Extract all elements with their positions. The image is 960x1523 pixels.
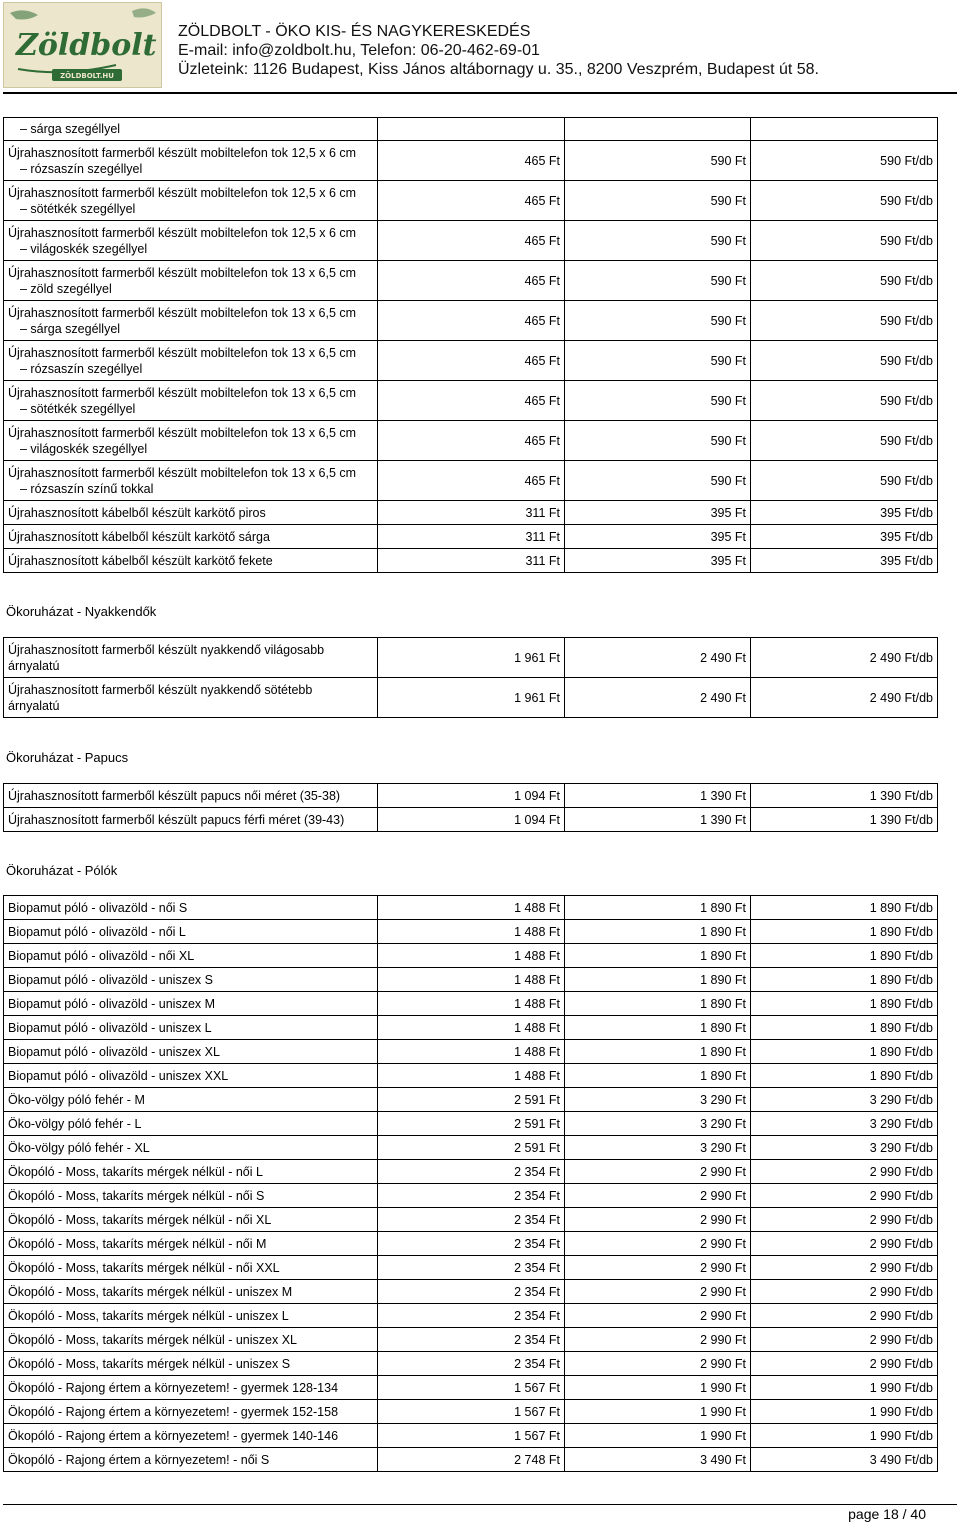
page-header	[0, 0, 960, 92]
product-name-line: árnyalatú	[8, 658, 60, 673]
table-row	[4, 968, 938, 992]
company-stores: Üzleteink: 1126 Budapest, Kiss János altábornagy u. 35., 8200 Veszprém, Budapest út 58.	[178, 61, 819, 78]
table-row	[4, 221, 938, 261]
product-name-line: Biopamut póló - olivazöld - női L	[8, 924, 186, 939]
unit-price-cell: 3 290 Ft/db	[751, 1136, 938, 1160]
net-price-cell: 465 Ft	[378, 141, 565, 181]
product-name-line: Újrahasznosított farmerből készült mobiltelefon tok 12,5 x 6 cm	[8, 225, 357, 240]
section-title-shirts: Ökoruházat - Pólók	[6, 863, 118, 878]
unit-price-cell: 590 Ft/db	[751, 421, 938, 461]
product-name-cell	[4, 1112, 378, 1136]
product-name-line: Öko-völgy póló fehér - M	[8, 1092, 145, 1107]
unit-price-cell: 590 Ft/db	[751, 261, 938, 301]
gross-price-cell: 1 990 Ft	[565, 1376, 751, 1400]
unit-price-cell: 1 890 Ft/db	[751, 1040, 938, 1064]
net-price-cell: 1 961 Ft	[378, 638, 565, 678]
net-price-cell: 1 961 Ft	[378, 678, 565, 718]
section-title-ties: Ökoruházat - Nyakkendők	[6, 604, 157, 619]
product-name-line: Újrahasznosított farmerből készült mobiltelefon tok 13 x 6,5 cm	[8, 385, 357, 400]
unit-price-cell: 3 290 Ft/db	[751, 1112, 938, 1136]
table-row	[4, 1424, 938, 1448]
table-row	[4, 341, 938, 381]
shirts-price-table	[3, 895, 938, 1472]
unit-price-cell: 590 Ft/db	[751, 461, 938, 501]
slippers-price-table	[3, 783, 938, 832]
net-price-cell: 2 591 Ft	[378, 1136, 565, 1160]
unit-price-cell: 2 990 Ft/db	[751, 1232, 938, 1256]
product-name-cell	[4, 784, 378, 808]
gross-price-cell: 1 990 Ft	[565, 1400, 751, 1424]
company-name: ZÖLDBOLT - ÖKO KIS- ÉS NAGYKERESKEDÉS	[178, 23, 531, 40]
gross-price-cell: 1 890 Ft	[565, 968, 751, 992]
product-name-cell	[4, 944, 378, 968]
product-name-line: Biopamut póló - olivazöld - uniszex S	[8, 972, 213, 987]
gross-price-cell: 1 890 Ft	[565, 1016, 751, 1040]
page-number: page 18 / 40	[848, 1506, 926, 1522]
table-row	[4, 920, 938, 944]
phone-case-price-table	[3, 117, 938, 573]
net-price-cell: 2 354 Ft	[378, 1256, 565, 1280]
product-name-line: Biopamut póló - olivazöld - női XL	[8, 948, 195, 963]
logo-subtext: ZÖLDBOLT.HU	[60, 72, 114, 80]
unit-price-cell: 1 890 Ft/db	[751, 896, 938, 920]
product-name-line: Újrahasznosított farmerből készült nyakkendő sötétebb	[8, 682, 313, 697]
net-price-cell: 1 567 Ft	[378, 1376, 565, 1400]
table-row	[4, 678, 938, 718]
table-row	[4, 1232, 938, 1256]
product-name-cell	[4, 808, 378, 832]
product-name-line: Ökopóló - Moss, takaríts mérgek nélkül - női L	[8, 1164, 263, 1179]
product-name-line: Újrahasznosított farmerből készült mobiltelefon tok 13 x 6,5 cm	[8, 425, 357, 440]
unit-price-cell: 2 990 Ft/db	[751, 1160, 938, 1184]
gross-price-cell: 395 Ft	[565, 549, 751, 573]
net-price-cell: 465 Ft	[378, 301, 565, 341]
product-name-cell	[4, 1088, 378, 1112]
gross-price-cell: 3 290 Ft	[565, 1088, 751, 1112]
unit-price-cell: 1 990 Ft/db	[751, 1400, 938, 1424]
product-name-line: – világoskék szegéllyel	[20, 441, 148, 456]
product-name-line: Ökopóló - Rajong értem a környezetem! - gyermek 128-134	[8, 1380, 339, 1395]
unit-price-cell: 590 Ft/db	[751, 381, 938, 421]
unit-price-cell: 1 990 Ft/db	[751, 1376, 938, 1400]
gross-price-cell: 2 990 Ft	[565, 1208, 751, 1232]
table-row	[4, 1016, 938, 1040]
product-name-cell	[4, 1184, 378, 1208]
product-name-line: Ökopóló - Rajong értem a környezetem! - női S	[8, 1452, 270, 1467]
unit-price-cell: 1 890 Ft/db	[751, 968, 938, 992]
product-name-line: Biopamut póló - olivazöld - uniszex L	[8, 1020, 212, 1035]
table-row	[4, 1448, 938, 1472]
table-row	[4, 549, 938, 573]
gross-price-cell	[565, 118, 751, 141]
product-name-line: Újrahasznosított farmerből készült nyakkendő világosabb	[8, 642, 325, 657]
net-price-cell: 2 591 Ft	[378, 1088, 565, 1112]
gross-price-cell: 1 890 Ft	[565, 1040, 751, 1064]
unit-price-cell: 395 Ft/db	[751, 501, 938, 525]
unit-price-cell: 2 990 Ft/db	[751, 1256, 938, 1280]
table-row	[4, 261, 938, 301]
gross-price-cell: 590 Ft	[565, 301, 751, 341]
product-name-cell	[4, 1136, 378, 1160]
net-price-cell: 2 354 Ft	[378, 1280, 565, 1304]
product-name-line: Ökopóló - Rajong értem a környezetem! - gyermek 152-158	[8, 1404, 339, 1419]
product-name-line: Újrahasznosított farmerből készült papucs férfi méret (39-43)	[8, 812, 345, 827]
net-price-cell: 1 488 Ft	[378, 1064, 565, 1088]
product-name-cell	[4, 421, 378, 461]
product-name-line: – rózsaszín szegéllyel	[20, 361, 143, 376]
table-row	[4, 525, 938, 549]
net-price-cell: 465 Ft	[378, 341, 565, 381]
gross-price-cell: 2 990 Ft	[565, 1256, 751, 1280]
product-name-cell	[4, 549, 378, 573]
product-name-line: – világoskék szegéllyel	[20, 241, 148, 256]
product-name-cell	[4, 181, 378, 221]
product-name-cell	[4, 1328, 378, 1352]
table-row	[4, 118, 938, 141]
table-row	[4, 1184, 938, 1208]
gross-price-cell: 2 990 Ft	[565, 1328, 751, 1352]
product-name-line: – sárga szegéllyel	[20, 321, 121, 336]
product-name-line: Öko-völgy póló fehér - L	[8, 1116, 142, 1131]
table-row	[4, 992, 938, 1016]
unit-price-cell: 1 890 Ft/db	[751, 1016, 938, 1040]
product-name-line: Biopamut póló - olivazöld - uniszex XL	[8, 1044, 220, 1059]
header-divider	[3, 92, 957, 94]
gross-price-cell: 2 990 Ft	[565, 1184, 751, 1208]
net-price-cell: 2 354 Ft	[378, 1184, 565, 1208]
product-name-cell	[4, 678, 378, 718]
unit-price-cell: 2 990 Ft/db	[751, 1280, 938, 1304]
product-name-cell	[4, 1016, 378, 1040]
zoldbolt-logo	[3, 2, 162, 88]
unit-price-cell: 1 890 Ft/db	[751, 944, 938, 968]
gross-price-cell: 1 390 Ft	[565, 784, 751, 808]
unit-price-cell: 3 290 Ft/db	[751, 1088, 938, 1112]
unit-price-cell: 1 890 Ft/db	[751, 992, 938, 1016]
unit-price-cell: 2 990 Ft/db	[751, 1184, 938, 1208]
unit-price-cell: 1 390 Ft/db	[751, 784, 938, 808]
product-name-line: Újrahasznosított farmerből készült mobiltelefon tok 13 x 6,5 cm	[8, 265, 357, 280]
product-name-line: – sötétkék szegéllyel	[20, 401, 136, 416]
product-name-line: – sötétkék szegéllyel	[20, 201, 136, 216]
product-name-line: – zöld szegéllyel	[20, 281, 112, 296]
product-name-cell	[4, 638, 378, 678]
net-price-cell: 2 354 Ft	[378, 1328, 565, 1352]
gross-price-cell: 2 490 Ft	[565, 678, 751, 718]
unit-price-cell: 590 Ft/db	[751, 301, 938, 341]
unit-price-cell: 2 990 Ft/db	[751, 1328, 938, 1352]
product-name-line: Ökopóló - Moss, takaríts mérgek nélkül - uniszex XL	[8, 1332, 298, 1347]
net-price-cell: 1 567 Ft	[378, 1400, 565, 1424]
product-name-cell	[4, 501, 378, 525]
table-row	[4, 808, 938, 832]
product-name-line: Öko-völgy póló fehér - XL	[8, 1140, 150, 1155]
unit-price-cell: 395 Ft/db	[751, 549, 938, 573]
product-name-cell	[4, 896, 378, 920]
table-row	[4, 1304, 938, 1328]
product-name-line: Újrahasznosított farmerből készült mobiltelefon tok 12,5 x 6 cm	[8, 185, 357, 200]
table-row	[4, 301, 938, 341]
gross-price-cell: 590 Ft	[565, 141, 751, 181]
table-row	[4, 1040, 938, 1064]
unit-price-cell: 590 Ft/db	[751, 341, 938, 381]
table-row	[4, 1256, 938, 1280]
gross-price-cell: 590 Ft	[565, 261, 751, 301]
product-name-cell	[4, 1064, 378, 1088]
product-name-cell	[4, 1160, 378, 1184]
gross-price-cell: 590 Ft	[565, 341, 751, 381]
table-row	[4, 461, 938, 501]
table-row	[4, 784, 938, 808]
table-row	[4, 1400, 938, 1424]
gross-price-cell: 590 Ft	[565, 381, 751, 421]
gross-price-cell: 2 990 Ft	[565, 1352, 751, 1376]
unit-price-cell: 1 890 Ft/db	[751, 1064, 938, 1088]
gross-price-cell: 590 Ft	[565, 461, 751, 501]
net-price-cell: 1 488 Ft	[378, 992, 565, 1016]
section-title-slippers: Ökoruházat - Papucs	[6, 750, 129, 765]
gross-price-cell: 1 890 Ft	[565, 1064, 751, 1088]
product-name-line: Ökopóló - Moss, takaríts mérgek nélkül - női XXL	[8, 1260, 280, 1275]
table-row	[4, 944, 938, 968]
product-name-cell	[4, 301, 378, 341]
net-price-cell: 1 094 Ft	[378, 784, 565, 808]
ties-price-table	[3, 637, 938, 718]
product-name-line: – rózsaszín szegéllyel	[20, 161, 143, 176]
net-price-cell: 2 354 Ft	[378, 1208, 565, 1232]
product-name-line: Biopamut póló - olivazöld - uniszex M	[8, 996, 216, 1011]
gross-price-cell: 2 490 Ft	[565, 638, 751, 678]
unit-price-cell: 395 Ft/db	[751, 525, 938, 549]
product-name-cell	[4, 118, 378, 141]
product-name-cell	[4, 1256, 378, 1280]
product-name-cell	[4, 261, 378, 301]
gross-price-cell: 3 290 Ft	[565, 1136, 751, 1160]
company-contact: E-mail: info@zoldbolt.hu, Telefon: 06-20-462-69-01	[178, 42, 540, 59]
unit-price-cell: 2 490 Ft/db	[751, 638, 938, 678]
table-row	[4, 141, 938, 181]
product-name-line: Ökopóló - Moss, takaríts mérgek nélkül - uniszex S	[8, 1356, 291, 1371]
product-name-line: – rózsaszín színű tokkal	[20, 481, 154, 496]
net-price-cell: 2 591 Ft	[378, 1112, 565, 1136]
product-name-cell	[4, 1232, 378, 1256]
net-price-cell: 2 354 Ft	[378, 1160, 565, 1184]
net-price-cell: 1 488 Ft	[378, 968, 565, 992]
net-price-cell: 465 Ft	[378, 181, 565, 221]
table-row	[4, 1280, 938, 1304]
product-name-line: – sárga szegéllyel	[20, 122, 121, 136]
product-name-cell	[4, 141, 378, 181]
unit-price-cell: 2 990 Ft/db	[751, 1304, 938, 1328]
net-price-cell: 465 Ft	[378, 461, 565, 501]
product-name-cell	[4, 461, 378, 501]
product-name-line: Ökopóló - Moss, takaríts mérgek nélkül - női XL	[8, 1212, 272, 1227]
product-name-cell	[4, 1424, 378, 1448]
net-price-cell: 311 Ft	[378, 525, 565, 549]
table-row	[4, 1088, 938, 1112]
gross-price-cell: 590 Ft	[565, 181, 751, 221]
unit-price-cell: 3 490 Ft/db	[751, 1448, 938, 1472]
table-row	[4, 1064, 938, 1088]
product-name-line: Ökopóló - Moss, takaríts mérgek nélkül - női S	[8, 1188, 265, 1203]
gross-price-cell: 2 990 Ft	[565, 1160, 751, 1184]
net-price-cell: 2 748 Ft	[378, 1448, 565, 1472]
product-name-cell	[4, 221, 378, 261]
net-price-cell: 1 488 Ft	[378, 1016, 565, 1040]
unit-price-cell: 1 390 Ft/db	[751, 808, 938, 832]
gross-price-cell: 590 Ft	[565, 421, 751, 461]
table-row	[4, 421, 938, 461]
table-row	[4, 1112, 938, 1136]
table-row	[4, 1208, 938, 1232]
gross-price-cell: 1 890 Ft	[565, 944, 751, 968]
product-name-line: Újrahasznosított kábelből készült karkötő fekete	[8, 553, 273, 568]
product-name-line: Ökopóló - Moss, takaríts mérgek nélkül - női M	[8, 1236, 267, 1251]
unit-price-cell: 2 990 Ft/db	[751, 1352, 938, 1376]
logo-text: Zöldbolt	[16, 28, 157, 63]
table-row	[4, 181, 938, 221]
net-price-cell: 2 354 Ft	[378, 1304, 565, 1328]
net-price-cell: 311 Ft	[378, 501, 565, 525]
product-name-line: Ökopóló - Moss, takaríts mérgek nélkül - uniszex L	[8, 1308, 289, 1323]
product-name-cell	[4, 525, 378, 549]
gross-price-cell: 2 990 Ft	[565, 1280, 751, 1304]
unit-price-cell: 590 Ft/db	[751, 181, 938, 221]
gross-price-cell: 3 290 Ft	[565, 1112, 751, 1136]
product-name-line: Ökopóló - Moss, takaríts mérgek nélkül - uniszex M	[8, 1284, 293, 1299]
product-name-cell	[4, 1352, 378, 1376]
gross-price-cell: 2 990 Ft	[565, 1304, 751, 1328]
product-name-cell	[4, 381, 378, 421]
product-name-line: árnyalatú	[8, 698, 60, 713]
product-name-line: Újrahasznosított farmerből készült mobiltelefon tok 12,5 x 6 cm	[8, 145, 357, 160]
footer-divider	[3, 1504, 957, 1505]
gross-price-cell: 1 890 Ft	[565, 920, 751, 944]
unit-price-cell: 1 990 Ft/db	[751, 1424, 938, 1448]
net-price-cell: 1 488 Ft	[378, 944, 565, 968]
product-name-cell	[4, 920, 378, 944]
net-price-cell: 1 567 Ft	[378, 1424, 565, 1448]
product-name-cell	[4, 968, 378, 992]
net-price-cell: 2 354 Ft	[378, 1352, 565, 1376]
gross-price-cell: 590 Ft	[565, 221, 751, 261]
table-row	[4, 896, 938, 920]
product-name-cell	[4, 1376, 378, 1400]
gross-price-cell: 1 890 Ft	[565, 992, 751, 1016]
table-row	[4, 1160, 938, 1184]
gross-price-cell: 1 990 Ft	[565, 1424, 751, 1448]
product-name-line: Újrahasznosított farmerből készült papucs női méret (35-38)	[8, 788, 341, 803]
table-row	[4, 1352, 938, 1376]
unit-price-cell	[751, 118, 938, 141]
unit-price-cell: 2 490 Ft/db	[751, 678, 938, 718]
product-name-cell	[4, 1040, 378, 1064]
product-name-cell	[4, 1208, 378, 1232]
product-name-line: Újrahasznosított kábelből készült karkötő piros	[8, 505, 266, 520]
table-row	[4, 501, 938, 525]
net-price-cell: 1 094 Ft	[378, 808, 565, 832]
product-name-cell	[4, 1280, 378, 1304]
product-name-cell	[4, 1448, 378, 1472]
product-name-line: Ökopóló - Rajong értem a környezetem! - gyermek 140-146	[8, 1428, 339, 1443]
gross-price-cell: 1 390 Ft	[565, 808, 751, 832]
table-row	[4, 1328, 938, 1352]
gross-price-cell: 1 890 Ft	[565, 896, 751, 920]
net-price-cell: 465 Ft	[378, 261, 565, 301]
net-price-cell: 2 354 Ft	[378, 1232, 565, 1256]
net-price-cell: 311 Ft	[378, 549, 565, 573]
gross-price-cell: 395 Ft	[565, 525, 751, 549]
product-name-line: Újrahasznosított farmerből készült mobiltelefon tok 13 x 6,5 cm	[8, 345, 357, 360]
net-price-cell: 465 Ft	[378, 381, 565, 421]
product-name-cell	[4, 341, 378, 381]
net-price-cell	[378, 118, 565, 141]
net-price-cell: 465 Ft	[378, 421, 565, 461]
table-row	[4, 1136, 938, 1160]
net-price-cell: 1 488 Ft	[378, 920, 565, 944]
net-price-cell: 1 488 Ft	[378, 1040, 565, 1064]
product-name-line: Biopamut póló - olivazöld - uniszex XXL	[8, 1068, 229, 1083]
net-price-cell: 465 Ft	[378, 221, 565, 261]
gross-price-cell: 3 490 Ft	[565, 1448, 751, 1472]
table-row	[4, 381, 938, 421]
table-row	[4, 1376, 938, 1400]
unit-price-cell: 2 990 Ft/db	[751, 1208, 938, 1232]
unit-price-cell: 1 890 Ft/db	[751, 920, 938, 944]
product-name-line: Újrahasznosított farmerből készült mobiltelefon tok 13 x 6,5 cm	[8, 305, 357, 320]
net-price-cell: 1 488 Ft	[378, 896, 565, 920]
company-info	[178, 22, 819, 79]
gross-price-cell: 2 990 Ft	[565, 1232, 751, 1256]
gross-price-cell: 395 Ft	[565, 501, 751, 525]
unit-price-cell: 590 Ft/db	[751, 221, 938, 261]
product-name-line: Újrahasznosított kábelből készült karkötő sárga	[8, 529, 270, 544]
product-name-cell	[4, 992, 378, 1016]
unit-price-cell: 590 Ft/db	[751, 141, 938, 181]
product-name-cell	[4, 1304, 378, 1328]
product-name-line: Újrahasznosított farmerből készült mobiltelefon tok 13 x 6,5 cm	[8, 465, 357, 480]
table-row	[4, 638, 938, 678]
product-name-line: Biopamut póló - olivazöld - női S	[8, 900, 188, 915]
product-name-cell	[4, 1400, 378, 1424]
